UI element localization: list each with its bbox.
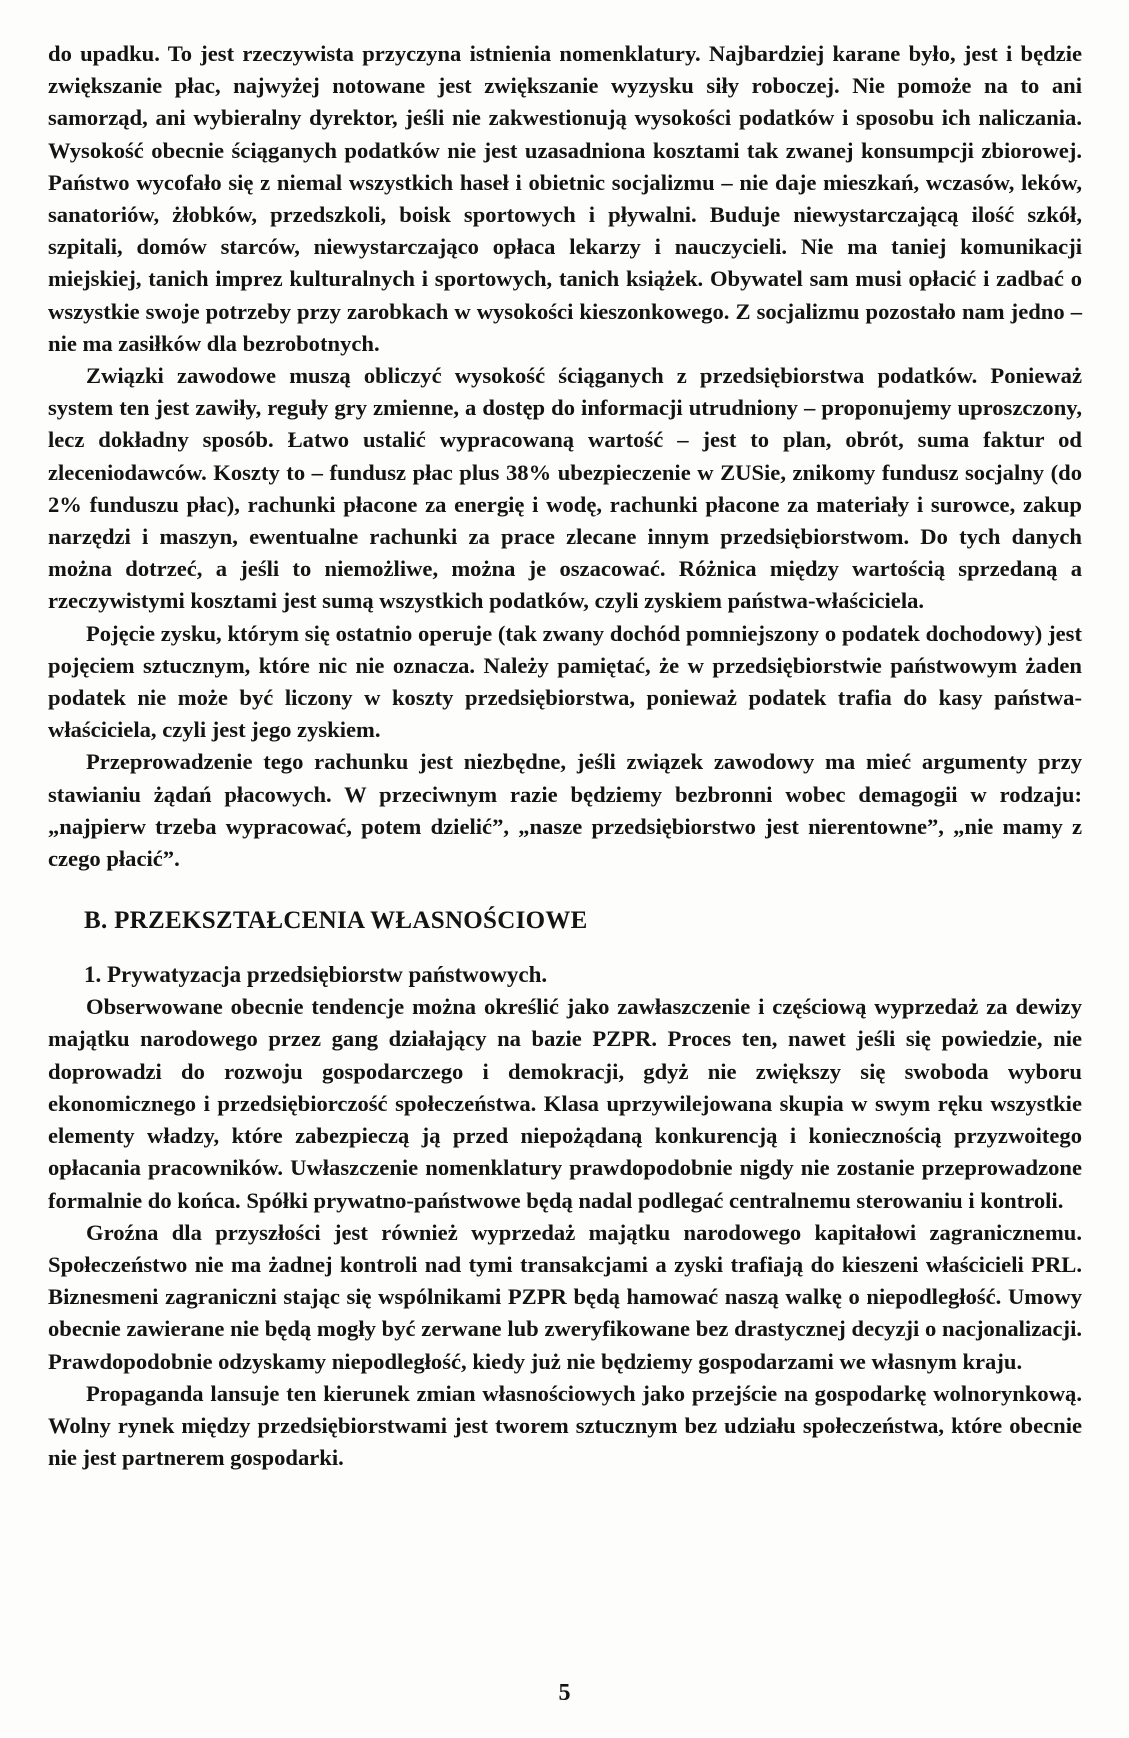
page-number: 5 [558, 1680, 571, 1706]
paragraph-privatization: Obserwowane obecnie tendencje można określić jako zawłaszczenie i częściową wyprzedaż za dewizy majątku narodowego przez gang działający na bazie PZPR. Proces ten, nawet jeśli się powiedzie, nie doprowadzi do rozwoju gospodarczego i demokracji, gdyż nie zwiększy się swoboda wyboru ekonomicznego i przedsiębiorczość społeczeństwa. Klasa uprzywilejowana skupia w swym ręku wszystkie elementy władzy, które zabezpieczą ją przed niepożądaną konkurencją i koniecznością przyzwoitego opłacania pracowników. Uwłaszczenie nomenklatury prawdopodobnie nigdy nie zostanie przeprowadzone formalnie do końca. Spółki prywatno-państwowe będą nadal podlegać centralnemu sterowaniu i kontroli. [48, 994, 1082, 1213]
paragraph-foreign-capital: Groźna dla przyszłości jest również wyprzedaż majątku narodowego kapitałowi zagranicznemu. Społeczeństwo nie ma żadnej kontroli nad tymi transakcjami a zyski trafiają do kieszeni właścicieli PRL. Biznesmeni zagraniczni stając się wspólnikami PZPR będą hamować naszą walkę o niepodległość. Umowy obecnie zawierane nie będą mogły być zerwane lub zweryfikowane bez drastycznej decyzji o nacjonalizacji. Prawdopodobnie odzyskamy niepodległość, kiedy już nie będziemy gospodarzami we własnym kraju. [48, 1219, 1082, 1374]
paragraph-calculation: Przeprowadzenie tego rachunku jest niezbędne, jeśli związek zawodowy ma mieć argumenty przy stawianiu żądań płacowych. W przeciwnym razie będziemy bezbronni wobec demagogii w rodzaju: „najpierw trzeba wypracować, potem dzielić”, „nasze przedsiębiorstwo jest nierentowne”, „nie mamy z czego płacić”. [48, 749, 1082, 872]
document-page [48, 38, 1082, 1474]
section-heading: B. PRZEKSZTAŁCENIA WŁASNOŚCIOWE [84, 907, 588, 935]
paragraph-continuation: do upadku. To jest rzeczywista przyczyna istnienia nomenklatury. Najbardziej karane było, jest i będzie zwiększanie płac, najwyżej notowane jest zwiększanie wyzysku siły roboczej. Nie pomoże na to ani samorząd, ani wybieralny dyrektor, jeśli nie zakwestionują wysokości podatków i sposobu ich naliczania. Wysokość obecnie ściąganych podatków nie jest uzasadniona kosztami tak zwanej konsumpcji zbiorowej. Państwo wycofało się z niemal wszystkich haseł i obietnic socjalizmu – nie daje mieszkań, wczasów, leków, sanatoriów, żłobków, przedszkoli, boisk sportowych i pływalni. Buduje niewystarczającą ilość szkół, szpitali, domów starców, niewystarczająco opłaca lekarzy i nauczycieli. Nie ma taniej komunikacji miejskiej, tanich imprez kulturalnych i sportowych, tanich książek. Obywatel sam musi opłacić i zadbać o wszystkie swoje potrzeby przy zarobkach w wysokości kieszonkowego. Z socjalizmu pozostało nam jedno – nie ma zasiłków dla bezrobotnych. [48, 41, 1082, 356]
subsection-heading: 1. Prywatyzacja przedsiębiorstw państwowych. [84, 962, 548, 988]
paragraph-propaganda: Propaganda lansuje ten kierunek zmian własnościowych jako przejście na gospodarkę wolnorynkową. Wolny rynek między przedsiębiorstwami jest tworem sztucznym bez udziału społeczeństwa, które obecnie nie jest partnerem gospodarki. [48, 1380, 1082, 1471]
paragraph-profit-concept: Pojęcie zysku, którym się ostatnio operuje (tak zwany dochód pomniejszony o podatek dochodowy) jest pojęciem sztucznym, które nic nie oznacza. Należy pamiętać, że w przedsiębiorstwie państwowym żaden podatek nie może być liczony w koszty przedsiębiorstwa, ponieważ podatek trafia do kasy państwa-właściciela, czyli jest jego zyskiem. [48, 620, 1082, 743]
paragraph-trade-unions: Związki zawodowe muszą obliczyć wysokość ściąganych z przedsiębiorstwa podatków. Ponieważ system ten jest zawiły, reguły gry zmienne, a dostęp do informacji utrudniony – proponujemy uproszczony, lecz dokładny sposób. Łatwo ustalić wypracowaną wartość – jest to plan, obrót, suma faktur od zleceniodawców. Koszty to – fundusz płac plus 38% ubezpieczenie w ZUSie, znikomy fundusz socjalny (do 2% funduszu płac), rachunki płacone za energię i wodę, rachunki płacone za materiały i surowce, zakup narzędzi i maszyn, ewentualne rachunki za prace zlecane innym przedsiębiorstwom. Do tych danych można dotrzeć, a jeśli to niemożliwe, można je oszacować. Różnica między wartością sprzedaną a rzeczywistymi kosztami jest sumą wszystkich podatków, czyli zyskiem państwa-właściciela. [48, 363, 1082, 614]
